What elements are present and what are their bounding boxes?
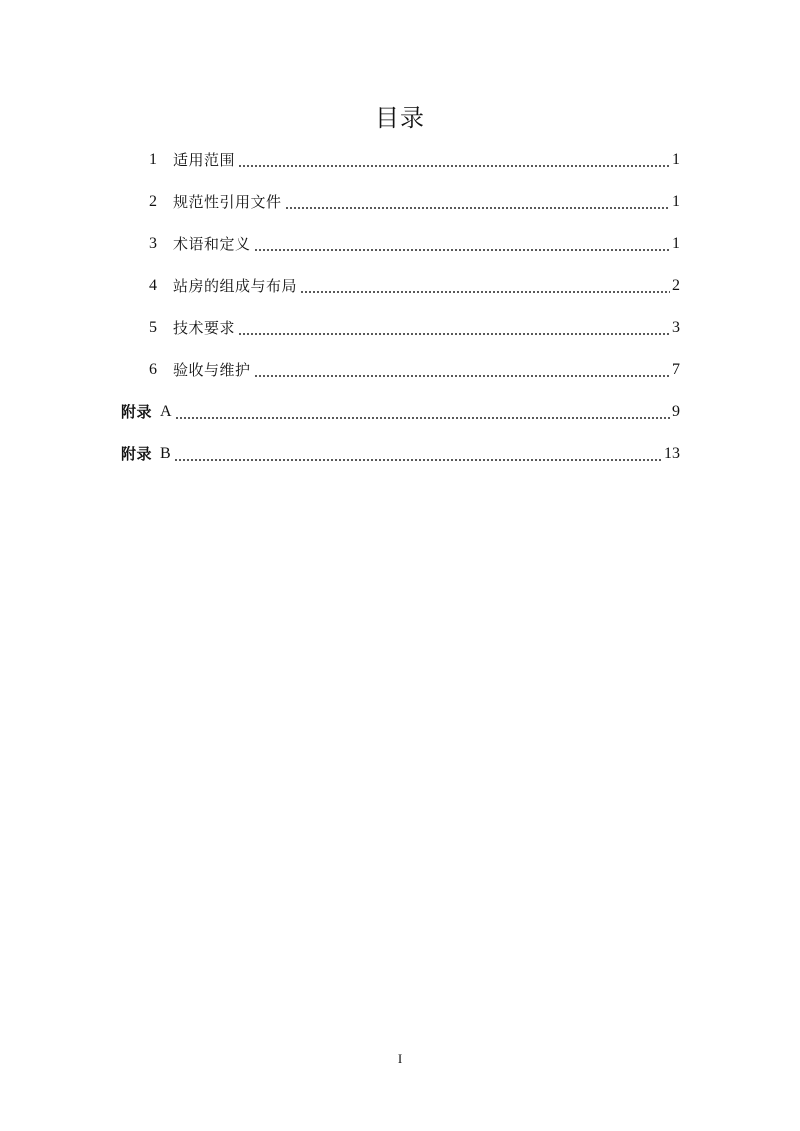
dot-leader <box>300 291 670 293</box>
toc-entry-page: 1 <box>672 235 680 252</box>
toc-entry-title: 适用范围 <box>173 151 236 169</box>
toc-entry-page: 1 <box>672 193 680 210</box>
toc-entry-number: 3 <box>149 235 157 252</box>
toc-entry-title: 附录 <box>121 445 153 463</box>
dot-leader <box>254 249 670 251</box>
toc-entry-page: 2 <box>672 277 680 294</box>
toc-entry-page: 7 <box>672 361 680 378</box>
toc-entry-6[interactable] <box>149 352 680 388</box>
page-number: I <box>397 1051 403 1066</box>
dot-leader <box>285 207 670 209</box>
toc-entry-title: 站房的组成与布局 <box>173 277 298 295</box>
toc-entry-4[interactable] <box>149 268 680 304</box>
toc-entry-title: 验收与维护 <box>173 361 251 379</box>
toc-entry-letter: B <box>160 445 171 462</box>
toc-entry-title: 规范性引用文件 <box>173 193 282 211</box>
toc-entry-3[interactable] <box>149 226 680 262</box>
toc-entry-number: 6 <box>149 361 157 378</box>
toc-entry-number: 4 <box>149 277 157 294</box>
toc-entry-page: 13 <box>664 445 680 462</box>
dot-leader <box>238 333 670 335</box>
toc-entry-title: 附录 <box>121 403 153 421</box>
toc-entry-5[interactable] <box>149 310 680 346</box>
toc-entry-page: 9 <box>672 403 680 420</box>
toc-entry-2[interactable] <box>149 184 680 220</box>
toc-entry-title: 术语和定义 <box>173 235 251 253</box>
toc-entry-number: 2 <box>149 193 157 210</box>
toc-entry-page: 1 <box>672 151 680 168</box>
toc-entry-page: 3 <box>672 319 680 336</box>
page-title: 目录 <box>375 104 425 132</box>
dot-leader <box>175 417 670 419</box>
dot-leader <box>174 459 662 461</box>
toc-entry-letter: A <box>160 403 172 420</box>
toc-entry-number: 5 <box>149 319 157 336</box>
toc-entry-number: 1 <box>149 151 157 168</box>
toc-entry-title: 技术要求 <box>173 319 236 337</box>
toc-entry-appendix-b[interactable] <box>121 436 680 472</box>
toc-entry-appendix-a[interactable] <box>121 394 680 430</box>
dot-leader <box>238 165 670 167</box>
toc-entry-1[interactable] <box>149 142 680 178</box>
dot-leader <box>254 375 670 377</box>
